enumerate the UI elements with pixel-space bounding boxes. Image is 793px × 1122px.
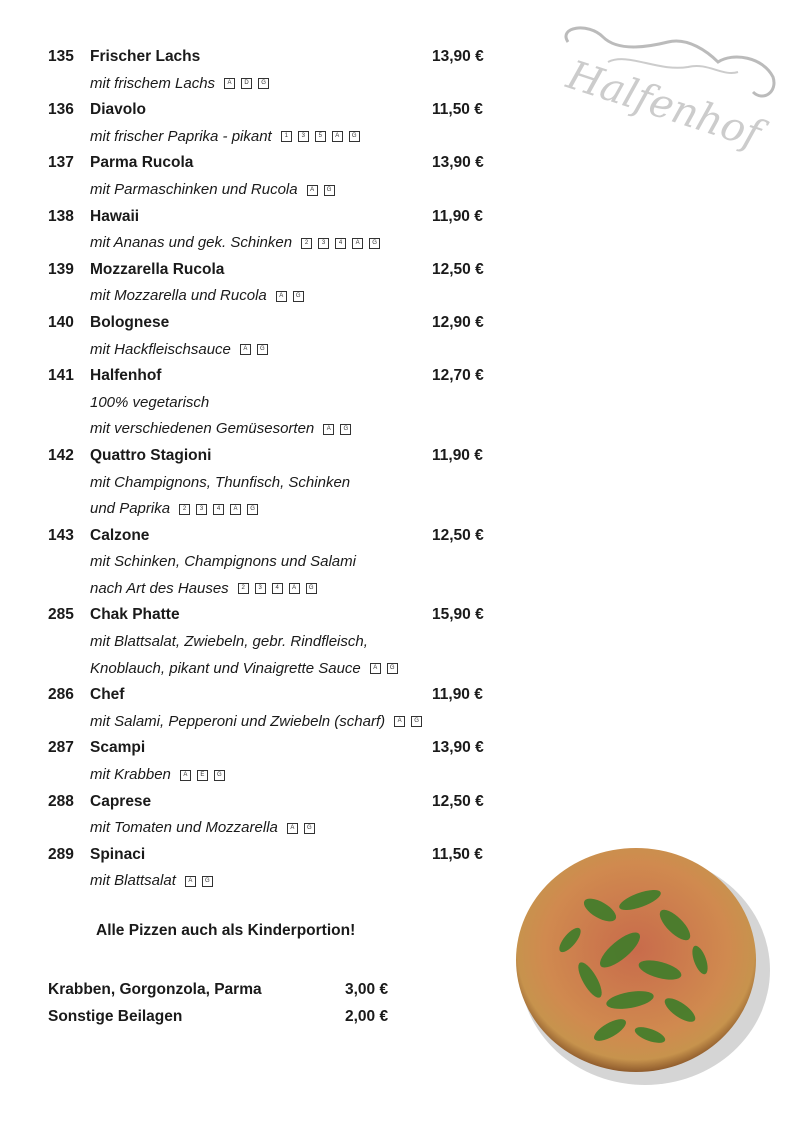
allergen-code-box: D — [241, 78, 252, 89]
item-number: 287 — [48, 739, 74, 757]
allergen-codes — [218, 71, 269, 98]
allergen-code-box: 4 — [272, 583, 283, 594]
menu-item-description — [48, 549, 498, 576]
description-line — [90, 416, 351, 443]
description-line — [90, 390, 209, 417]
description-text: mit Parmaschinken und Rucola — [90, 180, 298, 198]
allergen-code-box: G — [293, 291, 304, 302]
menu-item-header — [48, 443, 498, 470]
allergen-code-box: 3 — [318, 238, 329, 249]
menu-item-header — [48, 523, 498, 550]
pizza-menu-list — [48, 44, 498, 895]
description-line — [90, 576, 317, 603]
description-line — [90, 815, 315, 842]
item-price: 11,50 € — [432, 101, 483, 119]
description-text: mit Krabben — [90, 766, 171, 784]
allergen-code-box: G — [387, 663, 398, 674]
menu-item-description — [48, 124, 498, 151]
allergen-codes — [281, 815, 315, 842]
item-price: 13,90 € — [432, 739, 484, 757]
item-name: Hawaii — [90, 207, 140, 225]
description-line — [90, 629, 368, 656]
allergen-code-box: A — [323, 424, 334, 435]
description-line — [90, 337, 268, 364]
menu-item-header — [48, 735, 498, 762]
menu-item-description — [48, 496, 498, 523]
item-price: 11,90 € — [432, 207, 483, 225]
allergen-code-box: G — [247, 504, 258, 515]
allergen-code-box: A — [394, 716, 405, 727]
menu-item-header — [48, 602, 498, 629]
item-name: Diavolo — [90, 101, 146, 119]
allergen-codes — [275, 124, 360, 151]
description-line — [90, 496, 258, 523]
allergen-code-box: G — [304, 823, 315, 834]
description-line — [90, 549, 356, 576]
item-number: 285 — [48, 606, 74, 624]
menu-item-description — [48, 177, 498, 204]
allergen-codes — [232, 576, 317, 603]
item-number: 289 — [48, 845, 74, 863]
item-name: Bolognese — [90, 313, 170, 331]
allergen-code-box: A — [224, 78, 235, 89]
description-text: mit Mozzarella und Rucola — [90, 287, 267, 305]
description-line — [90, 230, 380, 257]
allergen-code-box: A — [289, 583, 300, 594]
item-name: Frischer Lachs — [90, 48, 201, 65]
extra-price: 3,00 € — [345, 981, 389, 998]
description-line — [90, 177, 335, 204]
extra-row — [48, 1003, 408, 1030]
menu-item-header — [48, 97, 498, 124]
item-number: 143 — [48, 526, 74, 544]
menu-item-header — [48, 682, 498, 709]
description-line — [90, 868, 213, 895]
description-text: mit frischem Lachs — [90, 74, 216, 92]
extra-name: Sonstige Beilagen — [48, 1008, 183, 1025]
item-name: Parma Rucola — [90, 154, 194, 172]
item-price: 12,50 € — [432, 260, 484, 278]
item-name: Quattro Stagioni — [90, 446, 212, 464]
item-number: 140 — [48, 313, 74, 331]
item-price: 12,90 € — [432, 313, 484, 331]
menu-item-description — [48, 470, 498, 497]
allergen-codes — [295, 230, 380, 257]
menu-item-description — [48, 709, 498, 736]
item-name: Chak Phatte — [90, 606, 180, 624]
allergen-code-box: A — [332, 131, 343, 142]
item-name: Chef — [90, 686, 125, 704]
item-price: 13,90 € — [432, 48, 484, 65]
allergen-code-box: A — [352, 238, 363, 249]
menu-item-description — [48, 576, 498, 603]
allergen-code-box: G — [214, 770, 225, 781]
allergen-code-box: 5 — [315, 131, 326, 142]
description-line — [90, 762, 225, 789]
description-line — [90, 470, 350, 497]
halfenhof-logo — [548, 22, 783, 187]
allergen-codes — [270, 283, 304, 310]
extra-price: 2,00 € — [345, 1008, 389, 1025]
allergen-codes — [301, 177, 335, 204]
item-name: Calzone — [90, 526, 150, 544]
item-price: 11,90 € — [432, 686, 483, 704]
description-text: mit Blattsalat, Zwiebeln, gebr. Rindfleisch, — [90, 633, 368, 651]
allergen-code-box: G — [340, 424, 351, 435]
menu-item-description — [48, 868, 498, 895]
allergen-code-box: G — [257, 344, 268, 355]
description-text: mit Tomaten und Mozzarella — [90, 819, 278, 837]
allergen-code-box: G — [306, 583, 317, 594]
description-text: nach Art des Hauses — [90, 579, 229, 597]
menu-item-header — [48, 44, 498, 71]
allergen-codes — [317, 416, 351, 443]
description-line — [90, 71, 269, 98]
menu-item-description — [48, 656, 498, 683]
item-price: 12,70 € — [432, 367, 484, 385]
allergen-code-box: A — [287, 823, 298, 834]
item-price: 11,50 € — [432, 845, 483, 863]
allergen-code-box: A — [230, 504, 241, 515]
allergen-code-box: E — [197, 770, 208, 781]
description-text: mit Ananas und gek. Schinken — [90, 234, 293, 252]
item-price: 12,50 € — [432, 526, 484, 544]
allergen-code-box: G — [202, 876, 213, 887]
menu-item-header — [48, 150, 498, 177]
description-text: und Paprika — [90, 500, 171, 518]
item-number: 137 — [48, 154, 74, 172]
allergen-code-box: 1 — [281, 131, 292, 142]
menu-item-description — [48, 762, 498, 789]
allergen-code-box: G — [258, 78, 269, 89]
menu-item-header — [48, 257, 498, 284]
description-line — [90, 124, 360, 151]
menu-item-description — [48, 337, 498, 364]
item-name: Scampi — [90, 739, 146, 757]
allergen-code-box: G — [324, 185, 335, 196]
allergen-code-box: G — [369, 238, 380, 249]
kids-portion-note: Alle Pizzen auch als Kinderportion! — [96, 922, 356, 939]
description-text: mit Hackfleischsauce — [90, 340, 231, 358]
allergen-code-box: 3 — [298, 131, 309, 142]
item-name: Caprese — [90, 792, 152, 810]
item-price: 15,90 € — [432, 606, 484, 624]
allergen-code-box: A — [185, 876, 196, 887]
allergen-codes — [173, 496, 258, 523]
allergen-code-box: 3 — [255, 583, 266, 594]
pizza-image — [510, 840, 770, 1090]
allergen-code-box: 2 — [301, 238, 312, 249]
menu-item-header — [48, 842, 498, 869]
item-name: Spinaci — [90, 845, 146, 863]
allergen-code-box: G — [349, 131, 360, 142]
description-text: mit Champignons, Thunfisch, Schinken — [90, 473, 351, 491]
allergen-code-box: A — [180, 770, 191, 781]
extra-row — [48, 976, 408, 1003]
menu-item-header — [48, 363, 498, 390]
allergen-code-box: G — [411, 716, 422, 727]
allergen-code-box: 4 — [213, 504, 224, 515]
item-number: 286 — [48, 686, 74, 704]
description-text: 100% vegetarisch — [90, 393, 210, 411]
menu-item-header — [48, 310, 498, 337]
allergen-code-box: A — [307, 185, 318, 196]
item-number: 141 — [48, 367, 74, 385]
menu-item-description — [48, 416, 498, 443]
item-price: 11,90 € — [432, 446, 483, 464]
allergen-codes — [388, 709, 422, 736]
description-text: mit Schinken, Champignons und Salami — [90, 553, 356, 571]
description-text: mit frischer Paprika - pikant — [90, 127, 272, 145]
logo-text: Halfenhof — [561, 52, 767, 158]
allergen-code-box: A — [276, 291, 287, 302]
item-number: 142 — [48, 446, 74, 464]
menu-item-description — [48, 390, 498, 417]
description-text: mit verschiedenen Gemüsesorten — [90, 420, 315, 438]
allergen-code-box: A — [240, 344, 251, 355]
description-line — [90, 283, 304, 310]
allergen-codes — [174, 762, 225, 789]
menu-item-header — [48, 789, 498, 816]
allergen-code-box: A — [370, 663, 381, 674]
allergen-code-box: 2 — [238, 583, 249, 594]
allergen-code-box: 3 — [196, 504, 207, 515]
item-number: 136 — [48, 101, 74, 119]
item-number: 135 — [48, 48, 74, 65]
menu-item-description — [48, 230, 498, 257]
item-name: Halfenhof — [90, 367, 162, 385]
extras-list — [48, 976, 408, 1030]
item-number: 138 — [48, 207, 74, 225]
item-number: 139 — [48, 260, 74, 278]
allergen-codes — [364, 656, 398, 683]
description-line — [90, 656, 398, 683]
menu-item-description — [48, 283, 498, 310]
allergen-codes — [234, 337, 268, 364]
description-line — [90, 709, 422, 736]
allergen-codes — [179, 868, 213, 895]
item-price: 12,50 € — [432, 792, 484, 810]
allergen-code-box: 2 — [179, 504, 190, 515]
description-text: mit Salami, Pepperoni und Zwiebeln (scharf) — [90, 712, 386, 730]
menu-item-description — [48, 71, 498, 98]
description-text: mit Blattsalat — [90, 872, 176, 890]
menu-item-description — [48, 629, 498, 656]
allergen-code-box: 4 — [335, 238, 346, 249]
menu-item-description — [48, 815, 498, 842]
item-name: Mozzarella Rucola — [90, 260, 225, 278]
menu-item-header — [48, 204, 498, 231]
item-price: 13,90 € — [432, 154, 484, 172]
extra-name: Krabben, Gorgonzola, Parma — [48, 981, 262, 998]
description-text: Knoblauch, pikant und Vinaigrette Sauce — [90, 659, 361, 677]
item-number: 288 — [48, 792, 74, 810]
